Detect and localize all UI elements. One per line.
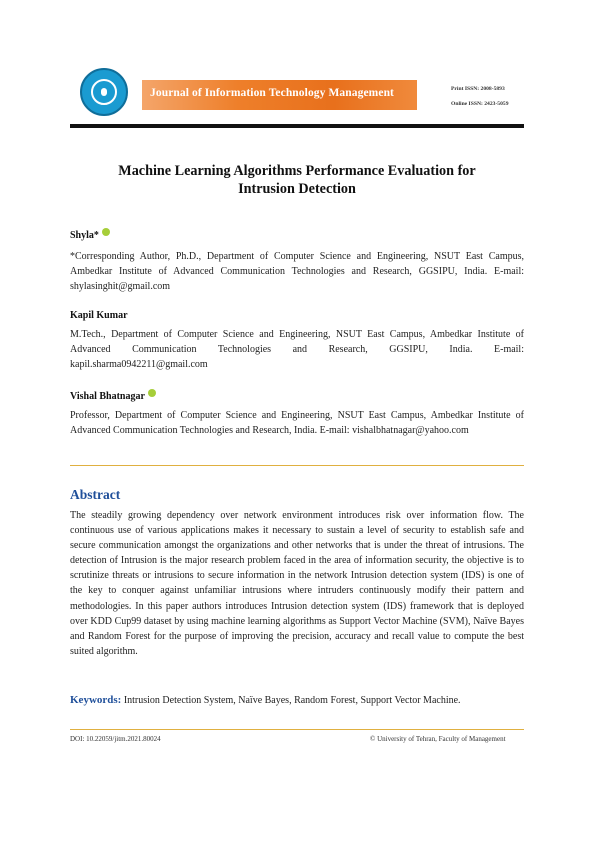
orcid-icon[interactable] <box>148 389 156 397</box>
online-issn: Online ISSN: 2423-5059 <box>451 101 509 107</box>
abstract-body: The steadily growing dependency over network environment introduces risk over information flow. The continuous use of various applications makes it necessary to sustain a level of security to establish safe and secure communication amongst the organizations and other networks that is under the threat of intrusions. The detection of Intrusion is the major research problem faced in the area of information security, the objective is to scrutinize threats or intrusions to secure information in the network Intrusion detection system (IDS) is one of the key to conquer against unfamiliar intrusions where intruders continuously modify their pattern and methodologies. In this paper authors introduces Intrusion detection system (IDS) framework that is deployed over KDD Cup99 dataset by using machine learning algorithms as Support Vector Machine (SVM), Naïve Bayes and Random Forest for the purpose of improving the precision, accuracy and recall value to compute the best suited algorithm. <box>70 510 524 657</box>
journal-name: Journal of Information Technology Management <box>150 87 394 99</box>
author-affiliation: *Corresponding Author, Ph.D., Department of Computer Science and Engineering, NSUT East Campus, Ambedkar Institute of Advanced Communication Technologies and Research, GGSIPU, India. E-mail: shylasinghit@gmail.com <box>70 251 524 292</box>
author-name-text: Shyla* <box>70 230 99 241</box>
footer-divider <box>70 729 524 730</box>
doi-link[interactable]: DOI: 10.22059/jitm.2021.80024 <box>70 735 161 743</box>
header-divider <box>70 124 524 128</box>
author-name <box>70 391 156 402</box>
section-divider <box>70 465 524 466</box>
orcid-icon[interactable] <box>102 228 110 236</box>
author-affiliation: Professor, Department of Computer Science and Engineering, NSUT East Campus, Ambedkar Institute of Advanced Communication Technologies and Research, India. E-mail: vishalbhatnagar@yahoo.com <box>70 410 524 436</box>
keywords <box>70 694 524 706</box>
keywords-text: Intrusion Detection System, Naïve Bayes, Random Forest, Support Vector Machine. <box>121 695 461 706</box>
author-affiliation: M.Tech., Department of Computer Science and Engineering, NSUT East Campus, Ambedkar Institute of Advanced Communication Technologies and Research, GGSIPU, India. E-mail: kapil.sharma0942211@gmail.com <box>70 329 524 370</box>
copyright-notice: © University of Tehran, Faculty of Management <box>370 735 506 743</box>
abstract-heading: Abstract <box>70 487 121 502</box>
author-name <box>70 230 110 241</box>
author-name-text: Vishal Bhatnagar <box>70 391 145 402</box>
print-issn: Print ISSN: 2008-5893 <box>451 86 505 92</box>
author-name: Kapil Kumar <box>70 310 128 321</box>
university-logo-icon <box>80 68 128 116</box>
paper-title <box>70 162 524 198</box>
title-line-2: Intrusion Detection <box>238 181 356 197</box>
keywords-label: Keywords: <box>70 694 122 706</box>
title-line-1: Machine Learning Algorithms Performance Evaluation for <box>118 163 476 179</box>
